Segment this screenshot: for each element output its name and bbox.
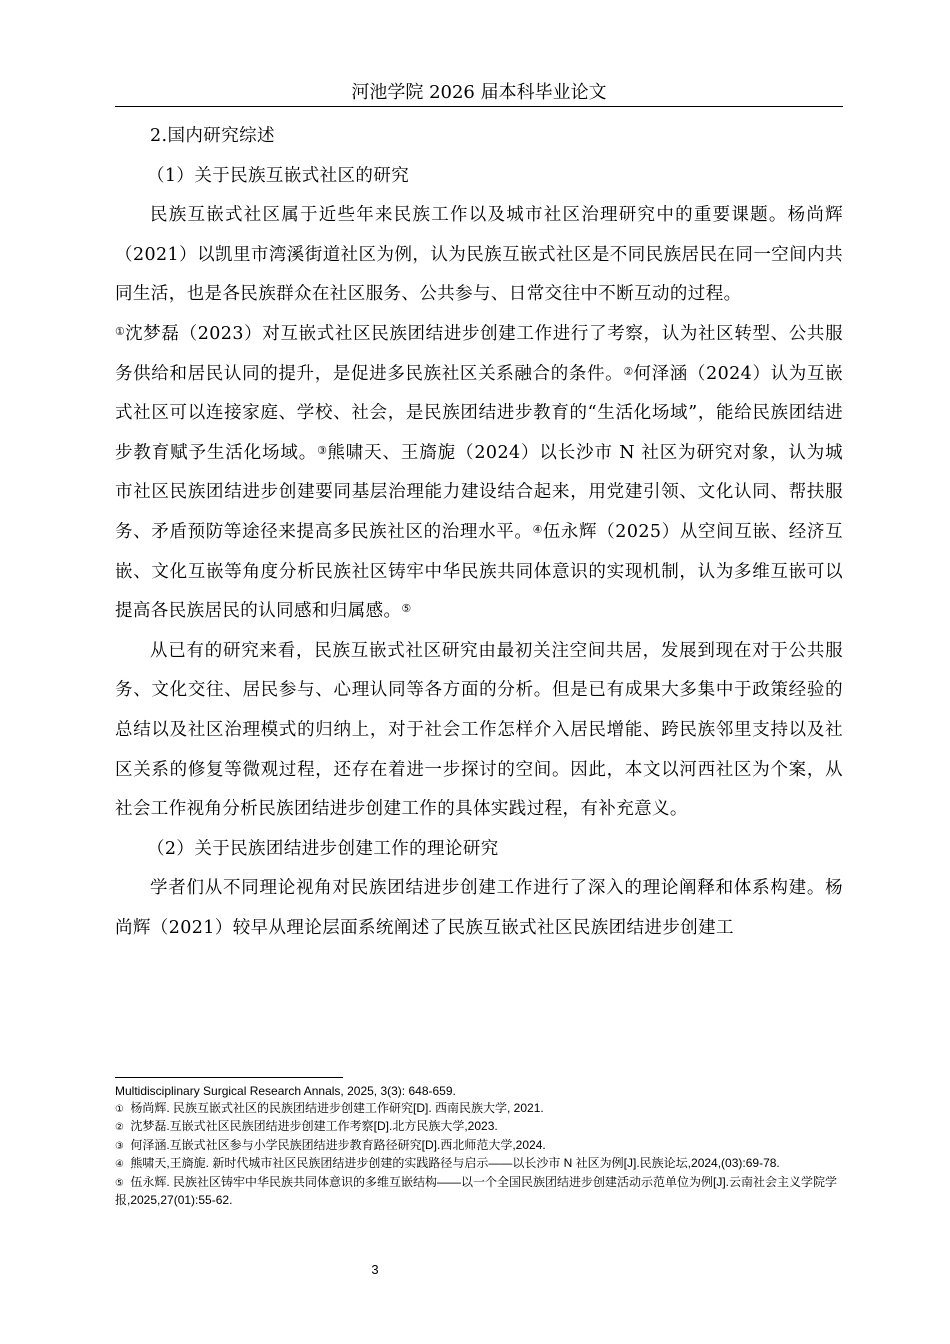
footnote-mark: ④ [115,1159,124,1170]
footnote-2 [115,1118,843,1137]
footnote-text: 伍永辉. 民族社区铸牢中华民族共同体意识的多维互嵌结构——以一个全国民族团结进步创建活动示范单位为例[J].云南社会主义学院学报,2025,27(01):55-62. [115,1174,838,1207]
footnote-ref-4[interactable]: ④ [532,522,543,536]
paragraph-2-sentence-2: 何泽涵（2024）认为互嵌式社区可以连接家庭、学校、社会，是民族团结进步教育的“生活化场域”，能给民族团结进步教育赋予生活化场域。 [115,363,843,463]
paragraph-2 [115,315,843,632]
running-header: 河池学院 2026 届本科毕业论文 [351,82,607,103]
footnote-ref-3[interactable]: ③ [317,443,328,457]
paragraph-2-sentence-1: 沈梦磊（2023）对互嵌式社区民族团结进步创建工作进行了考察，认为社区转型、公共服务供给和居民认同的提升，是促进多民族社区关系融合的条件。 [115,323,843,384]
footnote-4 [115,1155,843,1174]
paragraph-2-sentence-4: 伍永辉（2025）从空间互嵌、经济互嵌、文化互嵌等角度分析民族社区铸牢中华民族共同体意识的实现机制，认为多维互嵌可以提高各民族居民的认同感和归属感。 [115,521,843,622]
paragraph-2-sentence-3: 熊啸天、王旖旎（2024）以长沙市 N 社区为研究对象，认为城市社区民族团结进步创建要同基层治理能力建设结合起来，用党建引领、文化认同、帮扶服务、矛盾预防等途径来提高多民族社区的治理水平。 [115,442,844,542]
footnote-text: 熊啸天,王旖旎. 新时代城市社区民族团结进步创建的实践路径与启示——以长沙市 N 社区为例[J].民族论坛,2024,(03):69-78. [130,1156,780,1170]
footnote-1 [115,1100,843,1119]
footnote-mark: ③ [115,1140,124,1152]
footnote-ref-5[interactable]: ⑤ [401,602,412,616]
footnote-3 [115,1137,843,1156]
body-text [115,117,843,948]
footnote-ref-1[interactable]: ① [115,324,126,338]
footnote-text: 沈梦磊.互嵌式社区民族团结进步创建工作考察[D].北方民族大学,2023. [130,1119,498,1133]
subsection-title-1: （1）关于民族互嵌式社区的研究 [147,165,410,186]
footnote-mark: ① [115,1103,124,1115]
footnote-text: 杨尚辉. 民族互嵌式社区的民族团结进步创建工作研究[D]. 西南民族大学, 2021. [130,1100,544,1115]
footnote-text: 何泽涵.互嵌式社区参与小学民族团结进步教育路径研究[D].西北师范大学,2024. [130,1137,546,1152]
header-rule [115,106,843,107]
footnote-mark: ② [115,1122,124,1133]
footnote-5 [115,1174,843,1209]
subsection-title-2: （2）关于民族团结进步创建工作的理论研究 [147,838,499,859]
section-title: 2.国内研究综述 [150,126,275,146]
paragraph-1: 民族互嵌式社区属于近些年来民族工作以及城市社区治理研究中的重要课题。杨尚辉（2021）以凯里市湾溪街道社区为例，认为民族互嵌式社区是不同民族居民在同一空间内共同生活，也是各民族群众在社区服务、公共参与、日常交往中不断互动的过程。 [115,205,843,305]
footnote-mark: ⑤ [115,1177,124,1189]
footnote-continuation: Multidisciplinary Surgical Research Annals, 2025, 3(3): 648-659. [115,1084,456,1098]
footnotes [115,1083,843,1209]
paragraph-4: 学者们从不同理论视角对民族团结进步创建工作进行了深入的理论阐释和体系构建。杨尚辉（2021）较早从理论层面系统阐述了民族互嵌式社区民族团结进步创建工 [115,878,843,938]
footnote-separator [115,1077,343,1078]
footnote-ref-2[interactable]: ② [623,364,634,378]
paragraph-3: 从已有的研究来看，民族互嵌式社区研究由最初关注空间共居，发展到现在对于公共服务、文化交往、居民参与、心理认同等各方面的分析。但是已有成果大多集中于政策经验的总结以及社区治理模式的归纳上，对于社会工作怎样介入居民增能、跨民族邻里支持以及社区关系的修复等微观过程，还存在着进一步探讨的空间。因此，本文以河西社区为个案，从社会工作视角分析民族团结进步创建工作的具体实践过程，有补充意义。 [115,640,843,820]
page-number: 3 [371,1262,379,1277]
